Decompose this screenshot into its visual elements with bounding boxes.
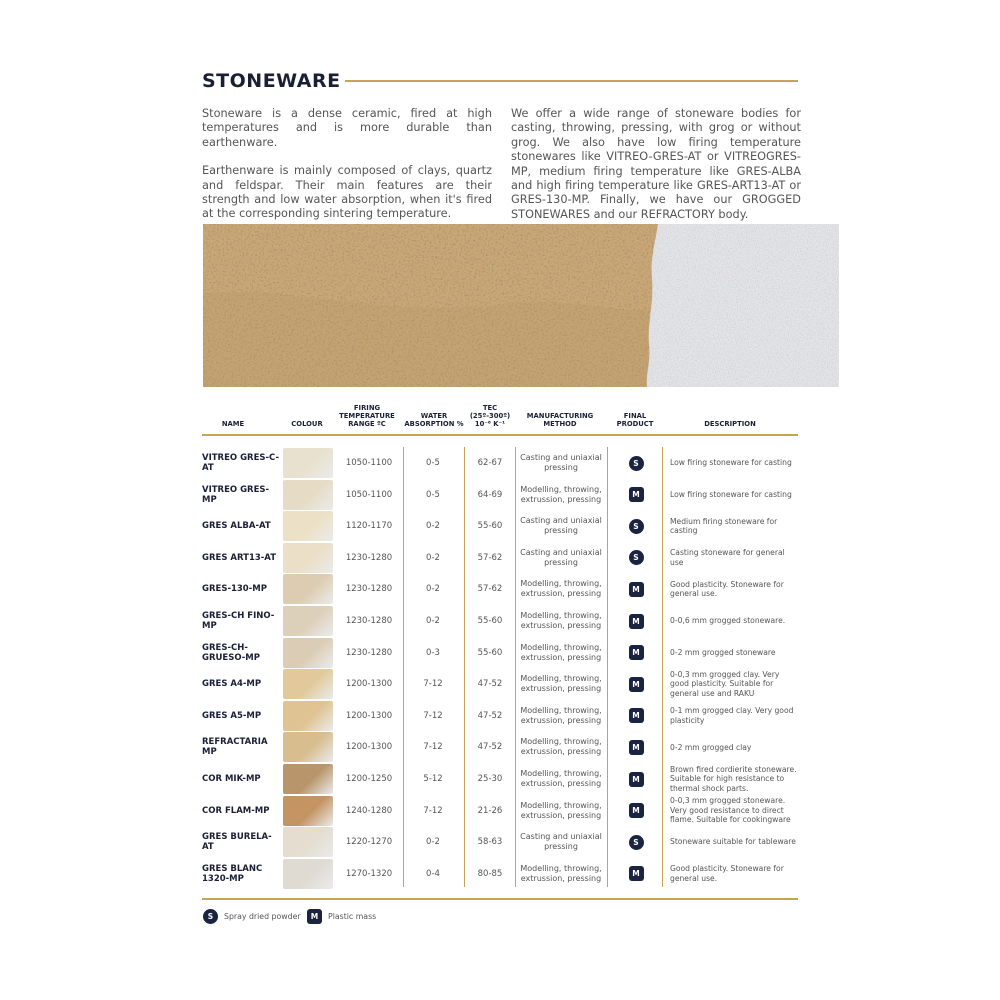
final-product — [622, 826, 650, 858]
product-name: GRES BLANC 1320-MP — [202, 863, 263, 884]
product-description: 0-0,3 mm grogged stoneware. Very good resistance to direct flame. Suitable for cookingware — [670, 796, 791, 825]
water-absorption: 7-12 — [423, 805, 443, 816]
manufacturing-method: Modelling, throwing, extrussion, pressing — [520, 863, 602, 883]
tec-value: 55-60 — [477, 647, 503, 658]
final-product — [622, 573, 650, 605]
tec-value: 25-30 — [477, 774, 503, 784]
header-product: FINAL PRODUCT — [616, 412, 654, 428]
legend-label: Plastic mass — [328, 912, 377, 921]
table-row — [202, 447, 798, 479]
product-type-icon: S — [629, 456, 644, 471]
product-name: VITREO GRES-C-AT — [202, 453, 280, 473]
table-row — [202, 826, 798, 858]
product-name: GRES BURELA-AT — [202, 832, 272, 853]
tec-value: 55-60 — [477, 521, 503, 532]
product-description: Good plasticity. Stoneware for general use. — [670, 864, 784, 883]
intro-paragraph-1: Stoneware is a dense ceramic, fired at high temperatures and is more durable than earthenware. — [202, 107, 492, 149]
product-description: Low firing stoneware for casting — [670, 458, 792, 468]
table-row — [202, 479, 798, 511]
product-type-icon: S — [629, 519, 644, 534]
manufacturing-method: Modelling, throwing, extrussion, pressing — [520, 642, 602, 662]
product-name: VITREO GRES-MP — [202, 484, 270, 505]
tec-value: 47-52 — [477, 742, 503, 753]
tec-value: 57-62 — [477, 584, 503, 595]
intro-column-right — [511, 107, 801, 236]
colour-swatch — [283, 638, 333, 668]
header-tec: TEC (25º-300º) 10⁻⁶ K⁻¹ — [469, 404, 511, 428]
product-type-icon: M — [629, 645, 644, 660]
colour-swatch — [283, 574, 333, 604]
final-product — [622, 510, 650, 542]
colour-swatch — [283, 543, 333, 573]
table-row — [202, 637, 798, 669]
water-absorption: 0-5 — [426, 458, 440, 468]
water-absorption: 0-3 — [426, 647, 440, 658]
firing-range: 1270-1320 — [345, 868, 393, 879]
product-name: COR MIK-MP — [202, 774, 261, 784]
plastic-mass-icon: M — [307, 909, 322, 924]
page-title: STONEWARE — [202, 70, 341, 92]
firing-range: 1200-1250 — [345, 774, 393, 784]
water-absorption: 0-2 — [426, 837, 440, 848]
manufacturing-method: Modelling, throwing, extrussion, pressing — [520, 611, 602, 630]
manufacturing-method: Modelling, throwing, extrussion, pressing — [520, 579, 602, 599]
product-type-icon: M — [629, 740, 644, 755]
tec-value: 47-52 — [477, 710, 503, 721]
final-product — [622, 763, 650, 795]
water-absorption: 5-12 — [423, 774, 443, 784]
colour-swatch — [283, 859, 333, 889]
manufacturing-method: Casting and uniaxial pressing — [520, 547, 602, 567]
manufacturing-method: Casting and uniaxial pressing — [520, 453, 602, 472]
header-firing: FIRING TEMPERATURE RANGE ºC — [339, 404, 395, 428]
firing-range: 1230-1280 — [345, 584, 393, 595]
tec-value: 58-63 — [477, 837, 503, 848]
title-divider — [345, 80, 798, 82]
colour-swatch — [283, 511, 333, 541]
product-name: GRES A5-MP — [202, 710, 262, 721]
legend-label: Spray dried powder — [224, 912, 301, 921]
final-product — [622, 637, 650, 669]
product-name: GRES-CH FINO-MP — [202, 611, 275, 631]
product-description: 0-2 mm grogged clay — [670, 742, 752, 752]
intro-paragraph-3: We offer a wide range of stoneware bodies for casting, throwing, pressing, with grog or without grog. We also have low firing temperature stonewares like VITREO-GRES-AT or VITREOGRES-MP, medium firing temperature like GRES-ALBA and high firing temperature like GRES-ART13-AT or GRES-130-MP. Finally, we have our GROGGED STONEWARES and our REFRACTORY body. — [511, 107, 801, 221]
product-type-icon: M — [629, 803, 644, 818]
legend-spray-dried — [203, 909, 301, 924]
product-description: Casting stoneware for general use — [670, 548, 785, 567]
product-type-icon: M — [629, 772, 644, 787]
final-product — [622, 731, 650, 763]
product-type-icon: M — [629, 677, 644, 692]
stoneware-texture-photo — [203, 224, 839, 387]
product-name: GRES-130-MP — [202, 584, 267, 595]
final-product — [622, 479, 650, 511]
colour-swatch — [283, 827, 333, 857]
final-product — [622, 605, 650, 637]
product-type-icon: S — [629, 835, 644, 850]
firing-range: 1050-1100 — [345, 458, 393, 468]
product-description: 0-0,3 mm grogged clay. Very good plasticity. Suitable for general use and RAKU — [670, 669, 780, 698]
product-name: GRES A4-MP — [202, 679, 262, 690]
header-description: DESCRIPTION — [704, 420, 756, 428]
intro-column-left — [202, 107, 492, 236]
product-type-icon: M — [629, 708, 644, 723]
table-row — [202, 542, 798, 574]
final-product — [622, 858, 650, 890]
tec-value: 80-85 — [477, 868, 503, 879]
table-row — [202, 668, 798, 700]
tec-value: 21-26 — [477, 805, 503, 816]
product-description: 0-2 mm grogged stoneware — [670, 647, 776, 657]
manufacturing-method: Casting and uniaxial pressing — [520, 516, 602, 536]
table-row — [202, 858, 798, 890]
tec-value: 57-62 — [477, 552, 503, 563]
product-description: Medium firing stoneware for casting — [670, 516, 778, 536]
colour-swatch — [283, 669, 333, 699]
product-description: Good plasticity. Stoneware for general use. — [670, 579, 784, 599]
header-colour: COLOUR — [291, 420, 323, 428]
manufacturing-method: Modelling, throwing, extrussion, pressing — [520, 705, 602, 725]
product-description: 0-1 mm grogged clay. Very good plasticity — [670, 706, 794, 725]
table-bottom-divider — [202, 898, 798, 900]
tec-value: 47-52 — [477, 679, 503, 690]
colour-swatch — [283, 796, 333, 826]
legend-plastic-mass — [307, 909, 376, 924]
manufacturing-method: Casting and uniaxial pressing — [520, 832, 602, 852]
colour-swatch — [283, 480, 333, 510]
water-absorption: 0-2 — [426, 521, 440, 532]
colour-swatch — [283, 732, 333, 762]
header-method: MANUFACTURING METHOD — [526, 412, 594, 428]
table-row — [202, 700, 798, 732]
firing-range: 1200-1300 — [345, 679, 393, 690]
colour-swatch — [283, 701, 333, 731]
firing-range: 1050-1100 — [345, 489, 393, 500]
final-product — [622, 700, 650, 732]
product-type-icon: M — [629, 866, 644, 881]
final-product — [622, 542, 650, 574]
product-name: GRES ART13-AT — [202, 552, 277, 563]
manufacturing-method: Modelling, throwing, extrussion, pressing — [520, 737, 602, 757]
tec-value: 64-69 — [477, 489, 503, 500]
manufacturing-method: Modelling, throwing, extrussion, pressing — [520, 769, 602, 788]
header-name: NAME — [221, 420, 245, 428]
manufacturing-method: Modelling, throwing, extrussion, pressing — [520, 674, 602, 694]
table-row — [202, 573, 798, 605]
water-absorption: 0-2 — [426, 616, 440, 626]
tec-value: 55-60 — [477, 616, 503, 626]
water-absorption: 7-12 — [423, 742, 443, 753]
product-name: COR FLAM-MP — [202, 805, 270, 816]
table-row — [202, 731, 798, 763]
water-absorption: 0-2 — [426, 552, 440, 563]
firing-range: 1240-1280 — [345, 805, 393, 816]
header-water: WATER ABSORPTION % — [404, 412, 464, 428]
tec-value: 62-67 — [477, 458, 503, 468]
header-divider — [202, 434, 798, 436]
water-absorption: 0-5 — [426, 489, 440, 500]
product-type-icon: M — [629, 582, 644, 597]
final-product — [622, 795, 650, 827]
water-absorption: 0-4 — [426, 868, 440, 879]
colour-swatch — [283, 764, 333, 794]
colour-swatch — [283, 448, 333, 478]
product-description: Brown fired cordierite stoneware. Suitable for high resistance to thermal shock parts. — [670, 764, 797, 793]
firing-range: 1230-1280 — [345, 647, 393, 658]
table-row — [202, 510, 798, 542]
table-row — [202, 795, 798, 827]
firing-range: 1230-1280 — [345, 616, 393, 626]
product-name: GRES ALBA-AT — [202, 521, 271, 532]
table-row — [202, 763, 798, 795]
water-absorption: 7-12 — [423, 679, 443, 690]
firing-range: 1220-1270 — [345, 837, 393, 848]
colour-swatch — [283, 606, 333, 636]
product-type-icon: M — [629, 487, 644, 502]
product-type-icon: M — [629, 614, 644, 629]
water-absorption: 7-12 — [423, 710, 443, 721]
product-name: REFRACTARIA MP — [202, 737, 268, 758]
product-type-icon: S — [629, 550, 644, 565]
firing-range: 1200-1300 — [345, 710, 393, 721]
manufacturing-method: Modelling, throwing, extrussion, pressing — [520, 800, 602, 820]
final-product — [622, 668, 650, 700]
table-row — [202, 605, 798, 637]
product-name: GRES-CH-GRUESO-MP — [202, 642, 260, 663]
manufacturing-method: Modelling, throwing, extrussion, pressing — [520, 484, 602, 504]
final-product — [622, 447, 650, 479]
firing-range: 1120-1170 — [345, 521, 393, 532]
product-description: Low firing stoneware for casting — [670, 489, 792, 499]
firing-range: 1230-1280 — [345, 552, 393, 563]
water-absorption: 0-2 — [426, 584, 440, 595]
intro-paragraph-2: Earthenware is mainly composed of clays, quartz and feldspar. Their main features are their strength and low water absorption, when it's fired at the corresponding sintering temperature. — [202, 164, 492, 221]
spray-dried-icon: S — [203, 909, 218, 924]
product-description: Stoneware suitable for tableware — [670, 837, 796, 847]
firing-range: 1200-1300 — [345, 742, 393, 753]
product-description: 0-0,6 mm grogged stoneware. — [670, 616, 786, 626]
